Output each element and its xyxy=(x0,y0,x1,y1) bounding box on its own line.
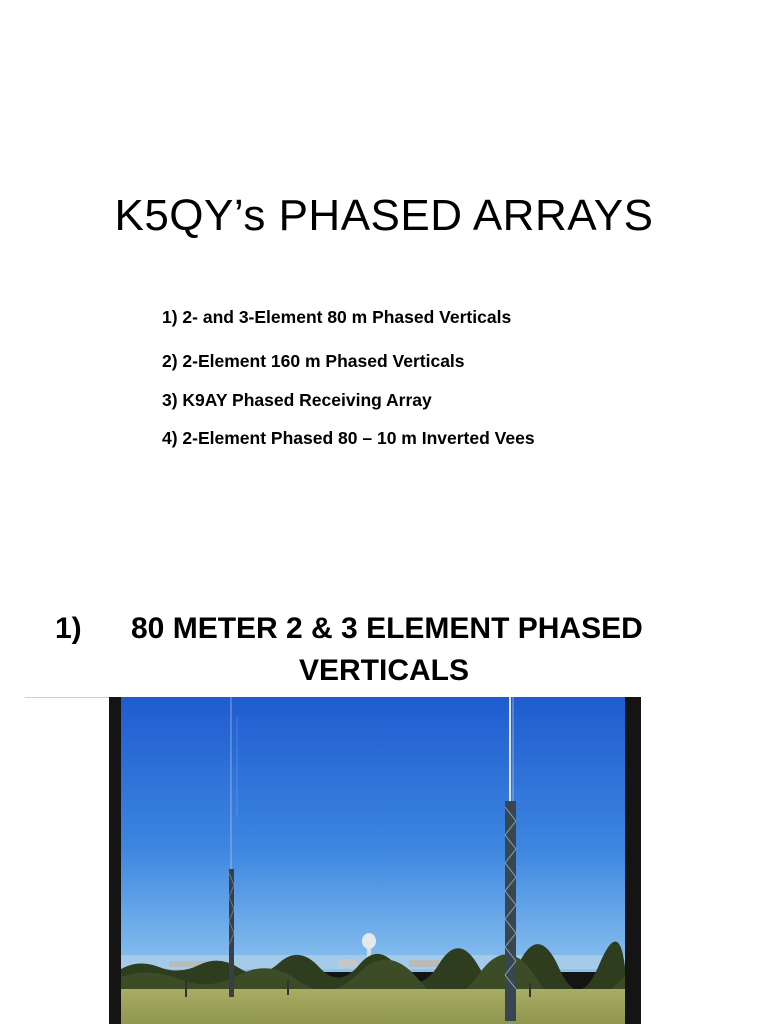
antenna-towers-photo xyxy=(109,697,641,1024)
section-heading xyxy=(0,608,768,692)
list-item: 1) 2- and 3-Element 80 m Phased Verticals xyxy=(162,307,512,327)
list-item: 2) 2-Element 160 m Phased Verticals xyxy=(162,351,465,371)
section-number: 1) xyxy=(55,612,82,645)
section-heading-line2: VERTICALS xyxy=(298,654,469,687)
divider xyxy=(25,697,110,698)
topic-list xyxy=(0,0,768,460)
list-item: 4) 2-Element Phased 80 – 10 m Inverted Vees xyxy=(162,428,535,448)
list-item: 3) K9AY Phased Receiving Array xyxy=(162,390,432,410)
antenna-photo-image xyxy=(109,697,641,1024)
slide-title: K5QY’s PHASED ARRAYS xyxy=(114,191,654,240)
section-heading-line1: 80 METER 2 & 3 ELEMENT PHASED xyxy=(131,612,643,645)
